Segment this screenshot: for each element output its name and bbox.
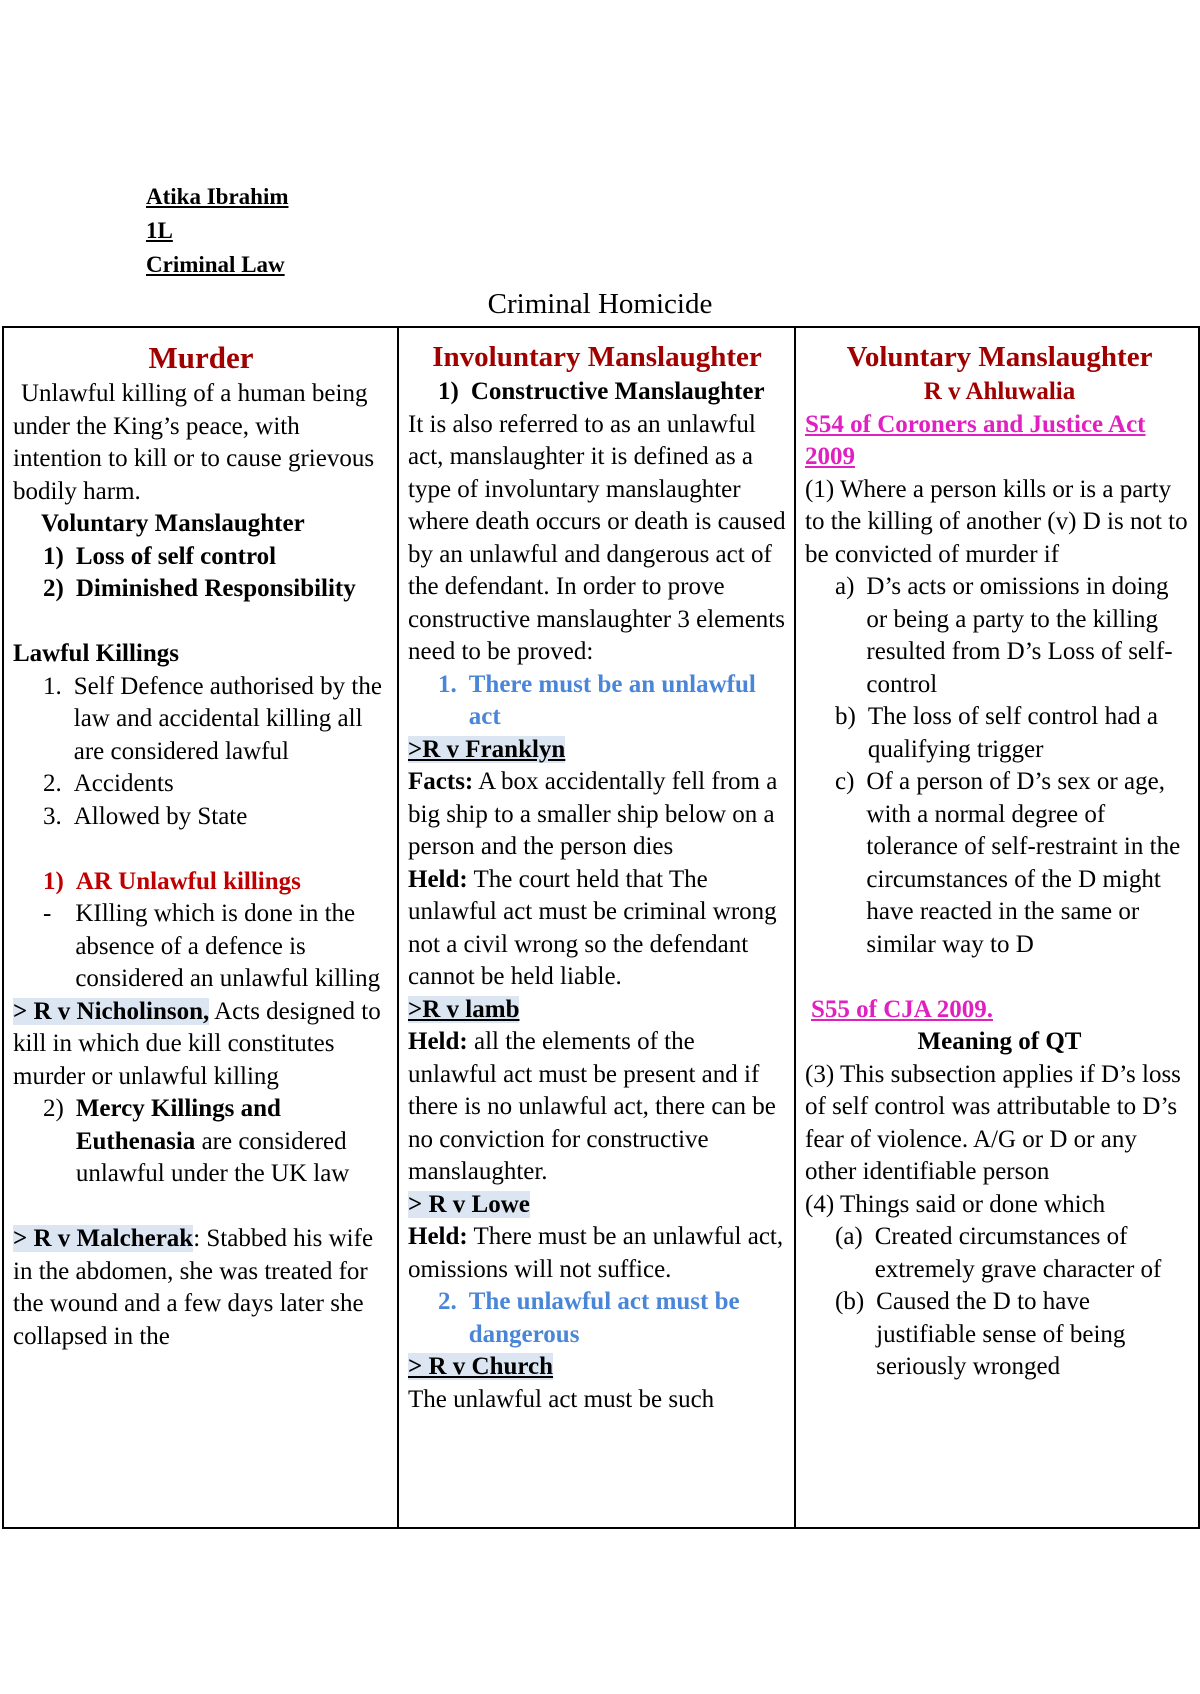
document-title: Criminal Homicide [487,288,713,320]
list-item: - KIlling which is done in the absence of a defence is considered an unlawful killing [43,900,381,992]
qt-3: (3) This subsection applies if D’s loss of self control was attributable to D’s fear of violence. A/G or D or any other identifiable person [805,1060,1181,1185]
case-franklyn: >R v Franklyn [408,735,566,763]
element-1: 1. There must be an unlawful act [438,670,756,730]
ar-heading: 1) AR Unlawful killings [43,867,301,895]
s54-text: (1) Where a person kills or is a party to the killing of another (v) D is not to be convicted of murder if [805,475,1188,568]
list-item: 1. Self Defence authorised by the law and accidental killing all are considered lawful [43,672,382,765]
franklyn-facts: Facts: A box accidentally fell from a big ship to a smaller ship below on a person and the person dies [408,768,778,860]
element-2: 2. The unlawful act must be dangerous [438,1288,740,1348]
author-header [146,180,289,282]
case-lowe: > R v Lowe [408,1190,530,1218]
murder-column [4,328,399,1527]
murder-heading: Murder [148,340,254,375]
list-item: 2) Diminished Responsibility [43,575,356,602]
case-nicholinson: > R v Nicholinson, [13,997,210,1025]
author-name: Atika Ibrahim [146,184,289,209]
list-item: (a) Created circumstances of extremely grave character of [835,1223,1162,1283]
constructive-heading: 1) Constructive Manslaughter [438,378,765,405]
list-item: a) D’s acts or omissions in doing or being a party to the killing resulted from D’s Loss of self- control [835,573,1173,698]
list-item: b) The loss of self control had a qualifying trigger [835,703,1159,763]
involuntary-column [399,328,796,1527]
list-item: 1) Loss of self control [43,542,277,570]
murder-definition: Unlawful killing of a human being under the King’s peace, with intention to kill or to cause grievous bodily harm. [13,380,375,505]
malcherak-entry: > R v Malcherak: Stabbed his wife in the abdomen, she was treated for the wound and a few days later she collapsed in the [13,1225,374,1350]
s54-link[interactable]: S54 of Coroners and Justice Act 2009 [805,410,1146,470]
voluntary-heading: Voluntary Manslaughter [846,341,1153,373]
list-item: (b) Caused the D to have justifiable sense of being seriously wronged [835,1288,1126,1380]
course-subject: Criminal Law [146,252,285,277]
case-ahluwalia: R v Ahluwalia [923,378,1076,405]
vm-heading: Voluntary Manslaughter [41,510,305,537]
list-item: 2. Accidents [43,770,174,797]
case-malcherak: > R v Malcherak [13,1225,194,1252]
list-item: c) Of a person of D’s sex or age, with a normal degree of tolerance of self-restraint in the circumstances of the D might have reacted in the same or similar way to D [835,768,1181,958]
case-church: > R v Church [408,1353,554,1380]
author-year: 1L [146,218,173,243]
involuntary-heading: Involuntary Manslaughter [432,341,762,373]
qt-4: (4) Things said or done which [805,1190,1106,1218]
lawful-killings-heading: Lawful Killings [13,640,180,667]
lowe-held: Held: There must be an unlawful act, omissions will not suffice. [408,1223,784,1283]
s55-link[interactable]: S55 of CJA 2009. [811,995,993,1023]
constructive-intro: It is also referred to as an unlawful act, manslaughter it is defined as a type of involuntary manslaughter where death occurs or death is caused by an unlawful and dangerous act of the defendant. In order to prove constructive manslaughter 3 elements need to be proved: [408,410,786,665]
nicholinson-entry: > R v Nicholinson, Acts designed to kill in which due kill constitutes murder or unlawful killing [13,997,381,1090]
qt-heading: Meaning of QT [917,1028,1082,1055]
voluntary-column [796,328,1200,1527]
franklyn-held: Held: The court held that The unlawful act must be criminal wrong not a civil wrong so the defendant cannot be held liable. [408,865,777,990]
notes-table [2,326,1200,1529]
list-item: 3. Allowed by State [43,802,248,830]
list-item: 2) Mercy Killings and Euthenasia are considered unlawful under the UK law [43,1095,350,1187]
lamb-held: Held: all the elements of the unlawful act must be present and if there is no unlawful act, there can be no conviction for constructive manslaughter. [408,1028,776,1185]
church-text: The unlawful act must be such [408,1385,715,1413]
case-lamb: >R v lamb [408,995,520,1023]
